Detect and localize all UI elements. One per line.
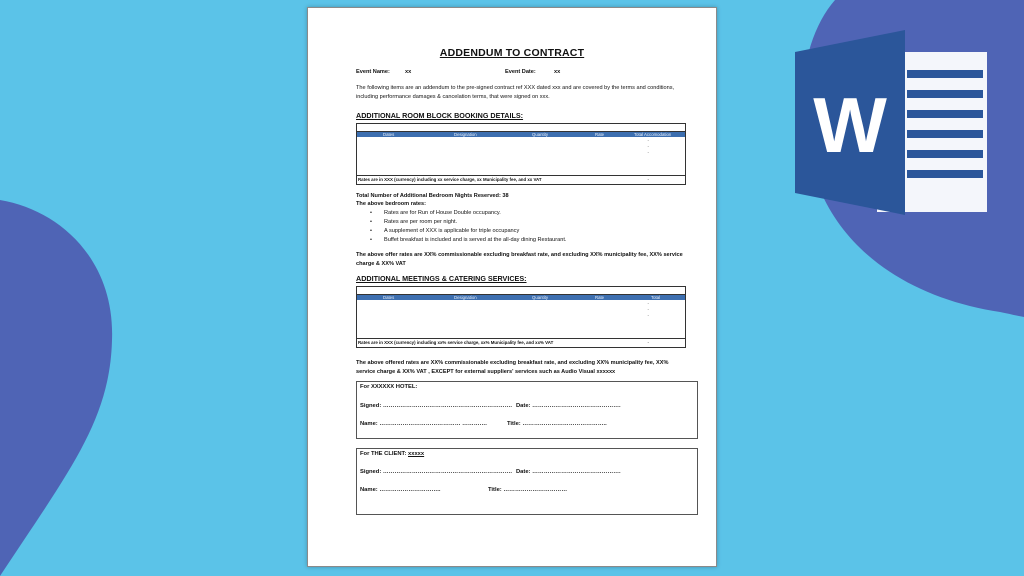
- column-header: Quantity: [532, 294, 549, 300]
- table-footer-total: -: [647, 177, 649, 182]
- client-block-header: [360, 451, 424, 457]
- intro-paragraph: The following items are an addendum to the pre-signed contract ref XXX dated xxx and are covered by the terms and conditions, including performance damages & cancelation terms, that were signed on xxx.: [356, 85, 675, 100]
- table-footer-note: Rates are in XXX (currency) including xx% service charge, xx% Municipality fee, and xx% VAT: [358, 340, 554, 345]
- list-item: • Buffet breakfast is included and is served at the all-day dining Restaurant.: [370, 236, 566, 245]
- event-name-label: Event Name:: [356, 69, 390, 75]
- table-row: -: [647, 144, 649, 149]
- bedroom-rates-list: [370, 209, 566, 245]
- table-header: [357, 132, 685, 137]
- column-header: Rate: [595, 131, 605, 137]
- table-row: -: [647, 150, 649, 155]
- column-header: Dates: [383, 131, 395, 137]
- table-row: -: [647, 301, 649, 306]
- document-title: ADDENDUM TO CONTRACT: [439, 47, 585, 59]
- client-name-line: Name: …………………………..: [360, 487, 441, 493]
- offered-rates-paragraph: The above offered rates are XX% commissionable excluding breakfast rate, and excluding XX% municipality fee, XX% service charge & XX% VAT , EXCEPT for external suppliers' services such as Audio Visual xxxxxx: [356, 360, 669, 375]
- hotel-name-line: Name: …………………………………… ………….: [360, 421, 487, 427]
- table-row: -: [647, 138, 649, 143]
- client-title-line: Title: ……………………………: [488, 487, 568, 493]
- client-signed-line: Signed: ………………………………………………………….: [360, 469, 513, 475]
- table-footer-total: -: [647, 340, 649, 345]
- client-signature-block: [356, 448, 698, 515]
- table-footer-note: Rates are in XXX (currency) including xx service charge, xx Municipality fee, and xx VAT: [358, 177, 542, 182]
- room-block-table: [356, 123, 686, 185]
- table-row: -: [647, 307, 649, 312]
- svg-text:W: W: [813, 81, 887, 169]
- event-name-value: xx: [405, 69, 412, 75]
- table-row: -: [647, 313, 649, 318]
- column-header: Rate: [595, 294, 605, 300]
- column-header: Designation: [454, 131, 477, 137]
- word-logo-icon: [795, 30, 990, 215]
- list-item: • Rates are for Run of House Double occupancy.: [370, 209, 566, 218]
- room-block-heading: ADDITIONAL ROOM BLOCK BOOKING DETAILS:: [356, 111, 524, 120]
- bedroom-rates-label: The above bedroom rates:: [356, 201, 426, 207]
- total-nights: Total Number of Additional Bedroom Nights Reserved: 38: [356, 193, 509, 199]
- column-header: Dates: [383, 294, 395, 300]
- hotel-block-header: For XXXXXX HOTEL:: [360, 384, 418, 390]
- offer-rates-paragraph: The above offer rates are XX% commissionable excluding breakfast rate, and excluding XX% municipality fee, XX% service charge & XX% VAT: [356, 252, 683, 267]
- document-page: [307, 7, 717, 567]
- list-item: • A supplement of XXX is applicable for triple occupancy: [370, 227, 566, 236]
- event-date-label: Event Date:: [505, 69, 536, 75]
- client-header-value: xxxxx: [408, 451, 425, 457]
- table-top-row: [357, 287, 685, 295]
- hotel-date-line: Date: ……………………………………….: [516, 403, 621, 409]
- list-item: • Rates are per room per night.: [370, 218, 566, 227]
- hotel-signature-block: [356, 381, 698, 439]
- table-footer: [357, 175, 685, 184]
- event-date-value: xx: [554, 69, 561, 75]
- column-header: Total Accomodation: [634, 131, 672, 137]
- column-header: Quantity: [532, 131, 549, 137]
- hotel-signed-line: Signed: ………………………………………………………….: [360, 403, 513, 409]
- meetings-table: [356, 286, 686, 348]
- table-header: [357, 295, 685, 300]
- meetings-heading: ADDITIONAL MEETINGS & CATERING SERVICES:: [356, 274, 527, 283]
- hotel-title-line: Title: ……………………………………..: [507, 421, 607, 427]
- client-date-line: Date: ……………………………………….: [516, 469, 621, 475]
- table-footer: [357, 338, 685, 347]
- column-header: Designation: [454, 294, 477, 300]
- column-header: Total: [651, 294, 661, 300]
- client-header-prefix: For THE CLIENT:: [360, 451, 407, 457]
- left-blob: [0, 200, 112, 576]
